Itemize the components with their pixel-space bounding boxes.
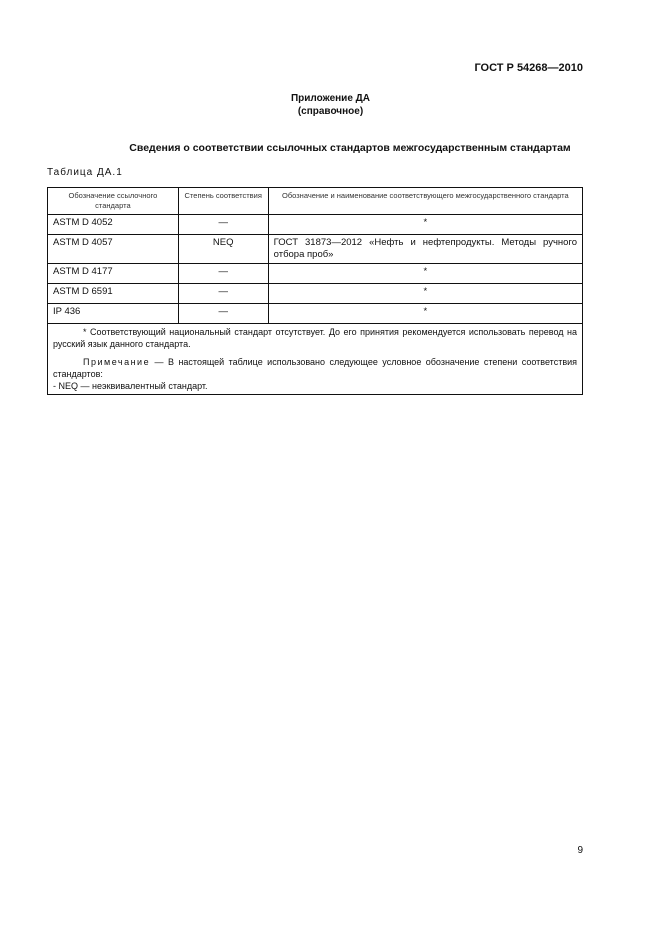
- column-header-reference: Обозначение ссылочного стандарта: [48, 188, 179, 215]
- degree-cell: —: [178, 264, 268, 284]
- note-item: - NEQ — неэквивалентный стандарт.: [53, 381, 208, 391]
- reference-cell: ASTM D 4177: [48, 264, 179, 284]
- document-code: ГОСТ Р 54268—2010: [474, 62, 583, 74]
- annex-subtitle: (справочное): [297, 106, 364, 117]
- footnote: * Соответствующий национальный стандарт отсутствует. До его принятия рекомендуется использовать перевод на русский язык данного стандарта.: [53, 327, 577, 349]
- interstate-cell: *: [268, 284, 582, 304]
- column-header-degree: Степень соответствия: [178, 188, 268, 215]
- annex-heading: [0, 92, 661, 118]
- reference-cell: ASTM D 6591: [48, 284, 179, 304]
- column-header-interstate: Обозначение и наименование соответствующего межгосударственного стандарта: [268, 188, 582, 215]
- note-label: Примечание: [83, 357, 151, 367]
- interstate-cell: *: [268, 304, 582, 324]
- annex-title: Приложение ДА: [290, 93, 371, 104]
- table-row: [48, 304, 583, 324]
- interstate-cell: *: [268, 215, 582, 235]
- interstate-cell: *: [268, 264, 582, 284]
- table-notes-row: [48, 324, 583, 395]
- degree-cell: NEQ: [178, 235, 268, 264]
- table-label: Таблица ДА.1: [47, 167, 123, 178]
- page-number: 9: [577, 845, 583, 856]
- note-text: — В настоящей таблице использовано следующее условное обозначение степени соответствия стандартов:: [53, 357, 577, 379]
- table-row: [48, 235, 583, 264]
- reference-cell: ASTM D 4057: [48, 235, 179, 264]
- table-header-row: [48, 188, 583, 215]
- table-row: [48, 284, 583, 304]
- reference-cell: ASTM D 4052: [48, 215, 179, 235]
- table-row: [48, 215, 583, 235]
- degree-cell: —: [178, 284, 268, 304]
- degree-cell: —: [178, 304, 268, 324]
- interstate-cell: ГОСТ 31873—2012 «Нефть и нефтепродукты. Методы ручного отбора проб»: [268, 235, 582, 264]
- note: [53, 356, 577, 380]
- table-notes: [48, 324, 583, 395]
- section-heading: Сведения о соответствии ссылочных стандартов межгосударственным стандартам: [129, 142, 571, 154]
- degree-cell: —: [178, 215, 268, 235]
- table-row: [48, 264, 583, 284]
- reference-cell: IP 436: [48, 304, 179, 324]
- correspondence-table: [47, 187, 583, 395]
